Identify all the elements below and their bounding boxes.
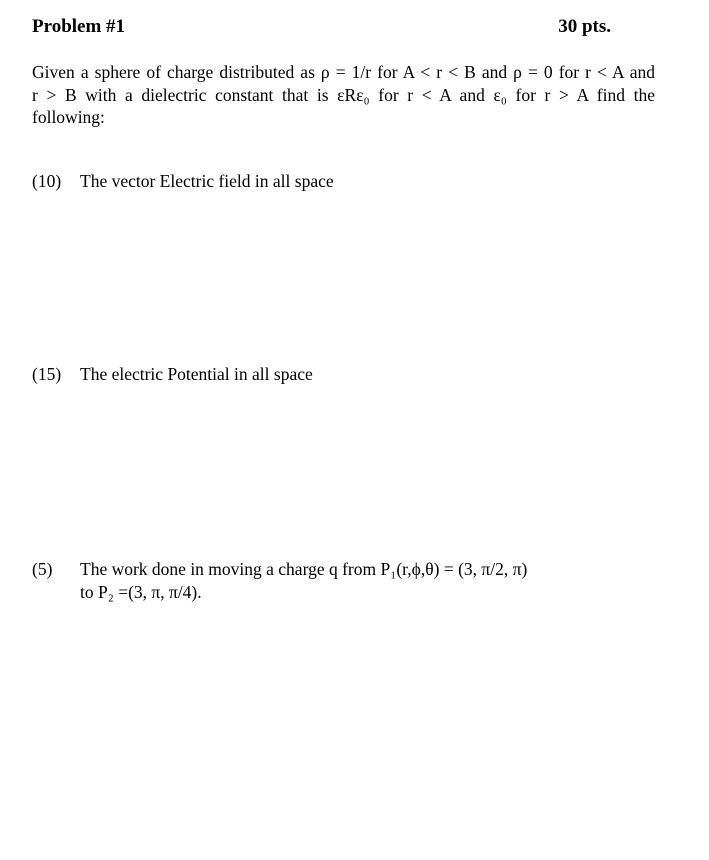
part-text-line-1: The vector Electric field in all space bbox=[80, 171, 334, 191]
problem-statement bbox=[32, 61, 655, 129]
statement-line-3: following: bbox=[32, 107, 105, 127]
part-points: (15) bbox=[32, 364, 62, 384]
part-text-line-2: to P₂ =(3, π, π/4). bbox=[80, 582, 202, 602]
problem-points: 30 pts. bbox=[558, 16, 611, 37]
part-text bbox=[80, 363, 640, 386]
part-text bbox=[80, 170, 640, 193]
part-points: (10) bbox=[32, 171, 62, 191]
part-text-line-1: The electric Potential in all space bbox=[80, 364, 313, 384]
statement-line-2: r > B with a dielectric constant that is εRε₀ for r < A and ε₀ for r > A find the bbox=[32, 84, 655, 105]
part-points: (5) bbox=[32, 559, 53, 579]
statement-line-1: Given a sphere of charge distributed as ρ = 1/r for A < r < B and ρ = 0 for r < A and bbox=[32, 62, 655, 82]
part-text bbox=[80, 558, 640, 604]
problem-title: Problem #1 bbox=[32, 16, 126, 37]
part-text-line-1: The work done in moving a charge q from P₁(r,ϕ,θ) = (3, π/2, π) bbox=[80, 559, 528, 579]
